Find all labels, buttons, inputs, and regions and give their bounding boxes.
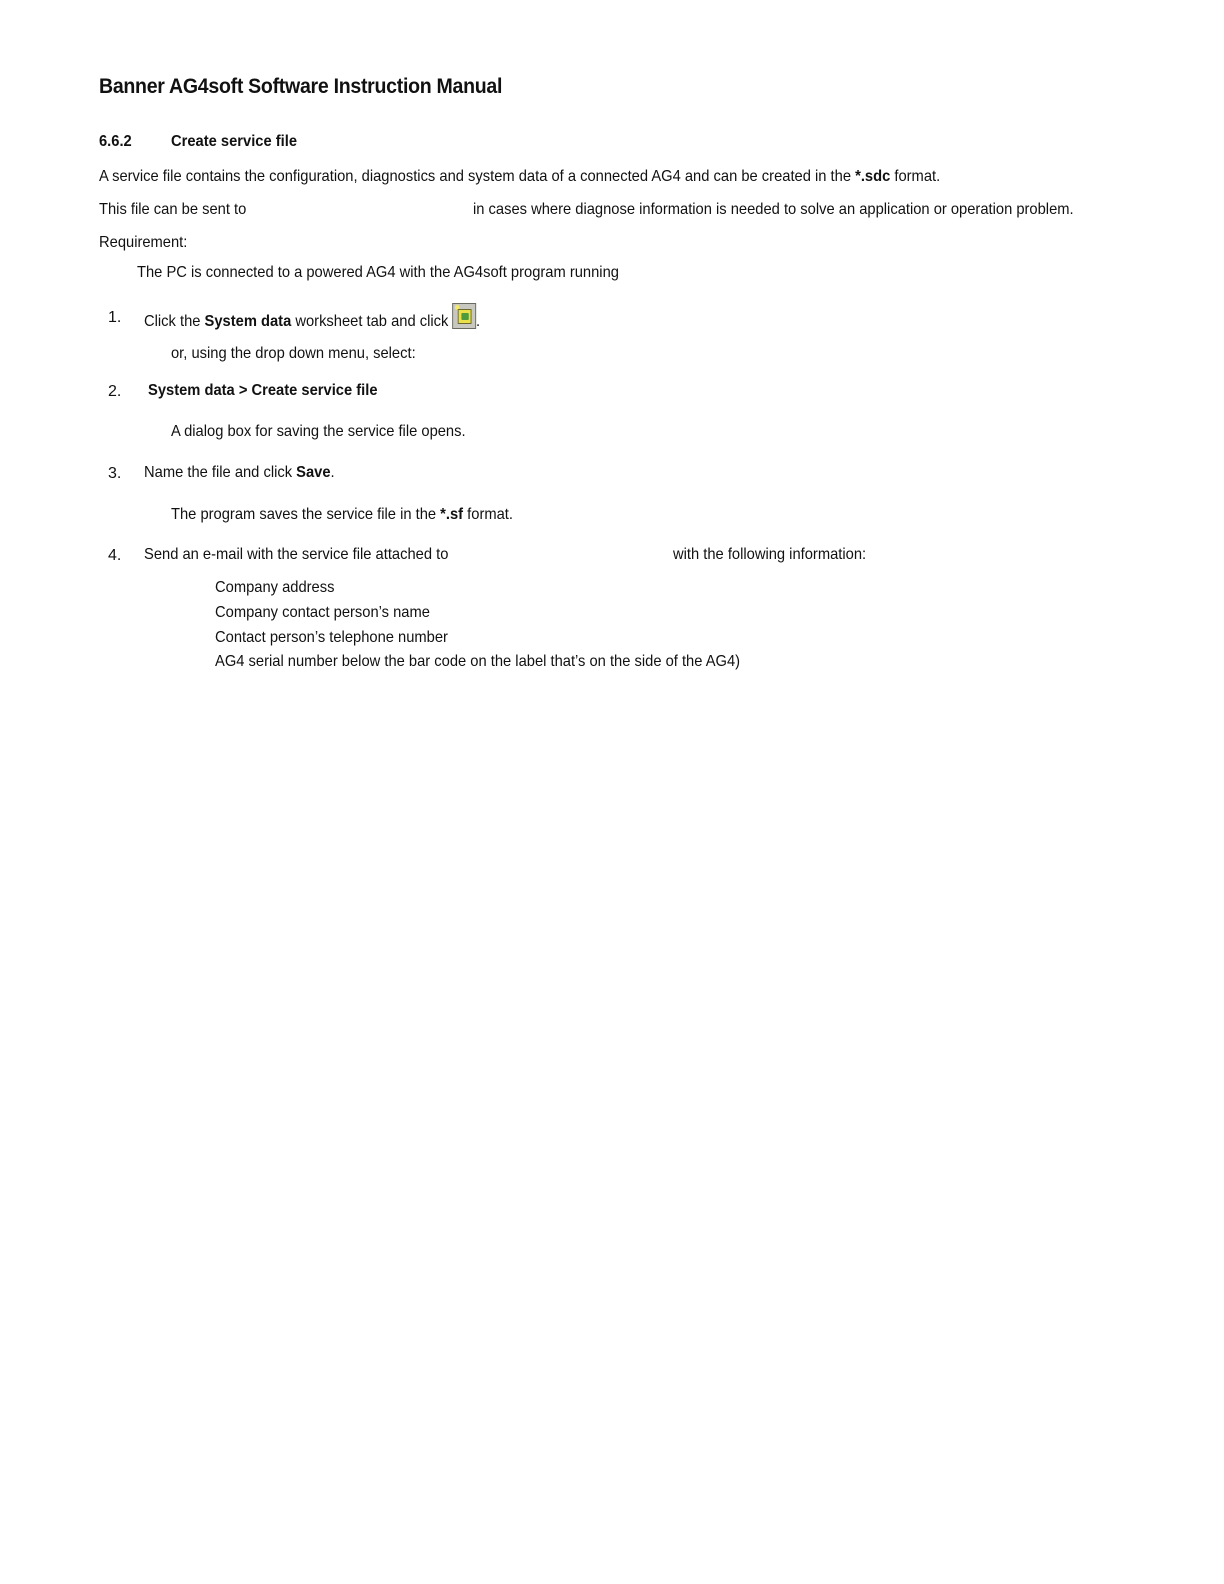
system-data-tab-ref: System data: [204, 313, 292, 330]
info-item: Company address: [215, 579, 335, 596]
step-1-sub: or, using the drop down menu, select:: [171, 345, 416, 362]
step-3-text-a: Name the file and click: [144, 464, 297, 481]
intro-paragraph-2a: This file can be sent to: [99, 201, 247, 218]
document-title: Banner AG4soft Software Instruction Manual: [99, 75, 503, 98]
step-1-text-c: .: [475, 313, 481, 330]
info-item: AG4 serial number below the bar code on the label that’s on the side of the AG4): [215, 653, 741, 670]
step-4-number: 4.: [108, 547, 122, 564]
step-4-text-a: Send an e-mail with the service file attached to: [144, 546, 449, 563]
create-service-file-icon[interactable]: [452, 303, 476, 329]
step-3-text: [144, 464, 335, 482]
step-1-text-b: worksheet tab and click: [291, 313, 449, 330]
step-3-sub-a: The program saves the service file in the: [171, 506, 441, 523]
intro-text-end: format.: [890, 168, 941, 185]
step-2-number: 2.: [108, 383, 122, 400]
step-4-text-b: with the following information:: [673, 546, 867, 563]
intro-paragraph-2b: in cases where diagnose information is needed to solve an application or operation problem.: [473, 201, 1074, 218]
step-2-sub: A dialog box for saving the service file opens.: [171, 423, 466, 440]
step-3-sub-b: format.: [463, 506, 513, 523]
step-3-text-b: .: [330, 464, 335, 481]
step-1-text: [144, 303, 480, 331]
step-1-number: 1.: [108, 309, 122, 326]
sf-format: *.sf: [440, 506, 464, 523]
section-number: 6.6.2: [99, 133, 132, 150]
requirement-text: The PC is connected to a powered AG4 with the AG4soft program running: [137, 264, 619, 281]
intro-paragraph-1: [99, 168, 940, 186]
section-title: Create service file: [171, 133, 298, 150]
step-3-number: 3.: [108, 465, 122, 482]
step-2-text: [148, 382, 378, 400]
menu-path: System data > Create service file: [148, 382, 378, 399]
info-item: Contact person’s telephone number: [215, 629, 448, 646]
requirement-label: Requirement:: [99, 234, 188, 251]
save-ref: Save: [296, 464, 331, 481]
step-3-sub: [171, 506, 513, 524]
info-item: Company contact person’s name: [215, 604, 430, 621]
step-1-text-a: Click the: [144, 313, 205, 330]
sdc-format: *.sdc: [855, 168, 891, 185]
intro-text: A service file contains the configuration, diagnostics and system data of a connected AG4 and can be created in the: [99, 168, 856, 185]
